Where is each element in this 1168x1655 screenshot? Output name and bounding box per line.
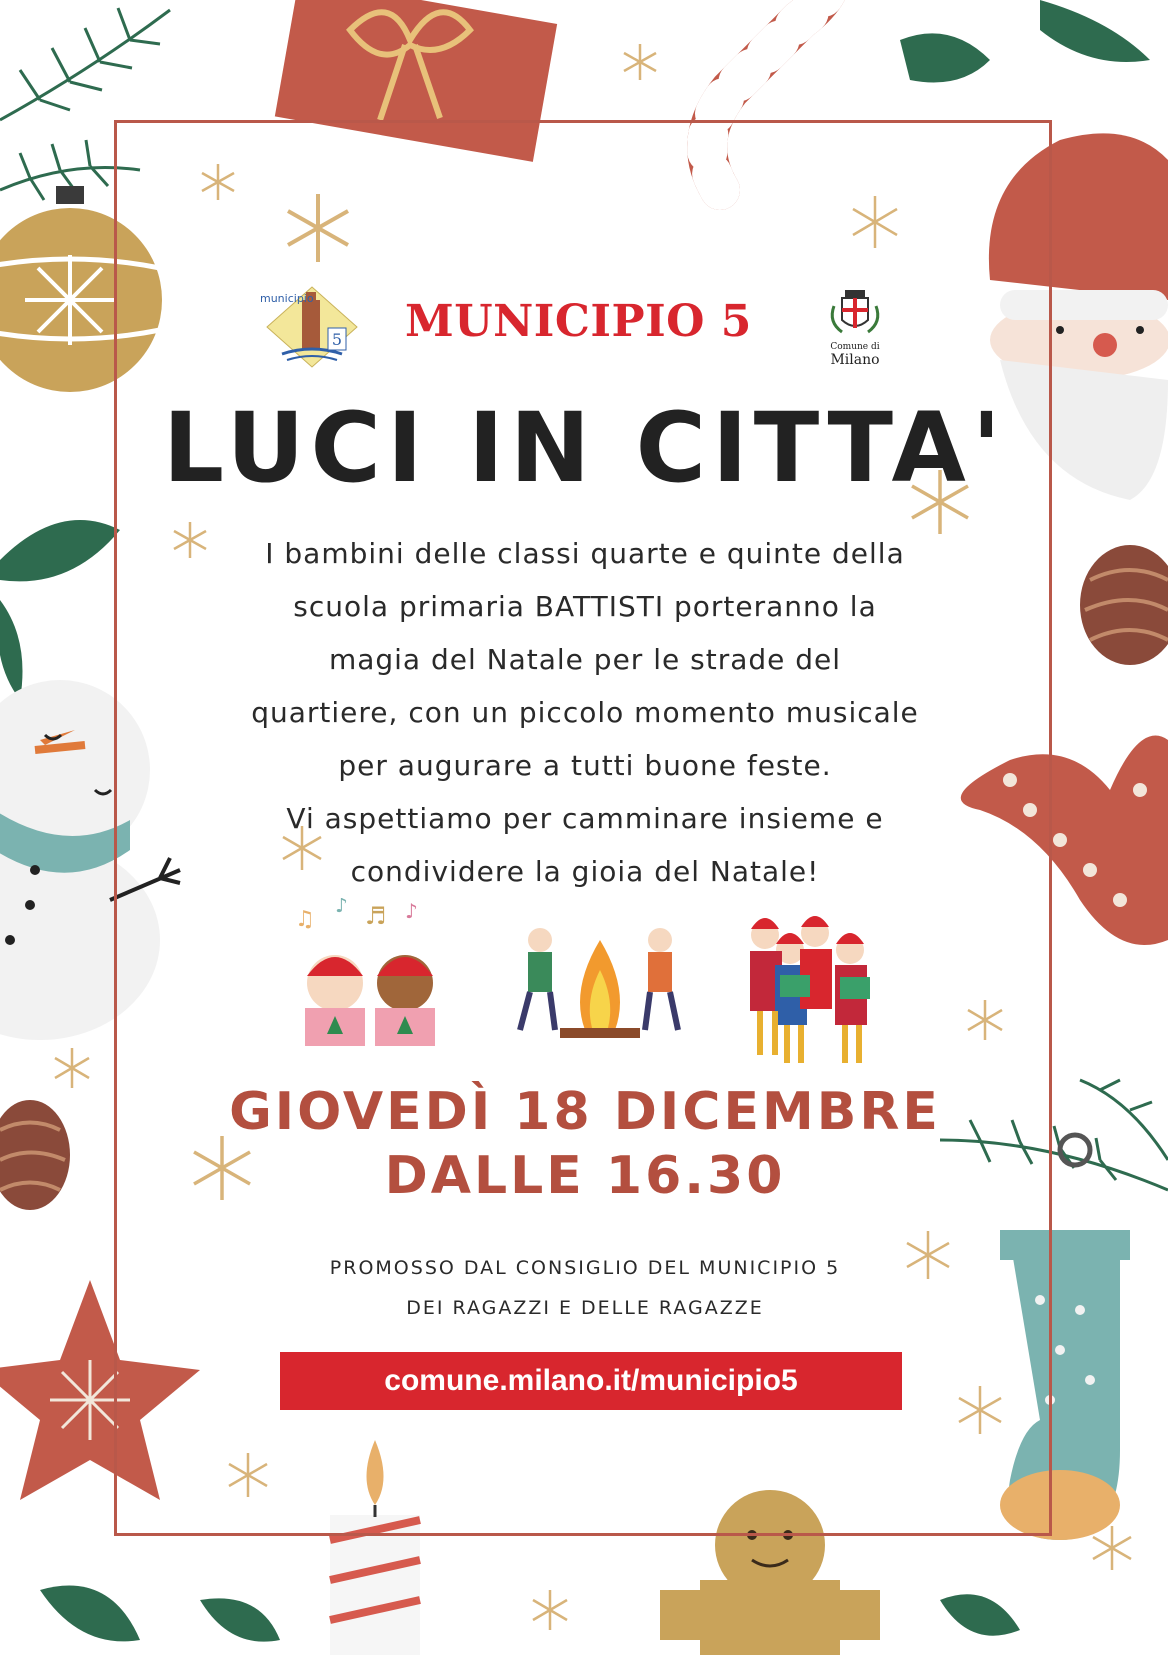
website-link[interactable]: comune.milano.it/municipio5 xyxy=(280,1352,902,1410)
description-line: condividere la gioia del Natale! xyxy=(350,855,820,888)
snowflake-icon xyxy=(55,1048,89,1088)
milano-label: Milano xyxy=(830,352,880,368)
music-note-icon: ♪ xyxy=(335,898,348,917)
coat-of-arms-icon xyxy=(820,286,890,342)
description-line: magia del Natale per le strade del xyxy=(328,643,842,676)
svg-text:5: 5 xyxy=(331,330,343,349)
promoter-line: DEI RAGAZZI E DELLE RAGAZZE xyxy=(406,1297,764,1319)
music-note-icon: ♬ xyxy=(365,902,387,930)
music-note-icon: ♪ xyxy=(405,899,418,923)
snowflake-icon xyxy=(624,44,656,80)
event-date xyxy=(160,1080,1010,1208)
description-line: per augurare a tutti buone feste. xyxy=(338,749,832,782)
promoter-line: PROMOSSO DAL CONSIGLIO DEL MUNICIPIO 5 xyxy=(329,1257,841,1279)
singing-kids-illustration xyxy=(285,898,455,1048)
event-day: GIOVEDÌ 18 DICEMBRE xyxy=(229,1082,941,1142)
carol-singers-illustration xyxy=(735,905,895,1065)
holly-leaf-icon xyxy=(0,520,120,700)
snowflake-icon xyxy=(1093,1526,1131,1570)
description-line: I bambini delle classi quarte e quinte della xyxy=(265,537,905,570)
comune-label: Comune di xyxy=(830,342,880,352)
bonfire-kids-illustration xyxy=(500,910,700,1050)
pinecone-icon xyxy=(0,1100,70,1210)
snowflake-icon xyxy=(533,1590,567,1630)
org-name: MUNICIPIO 5 xyxy=(405,296,752,347)
promoter-text xyxy=(300,1248,870,1328)
music-note-icon: ♫ xyxy=(295,907,315,932)
description-line: Vi aspettiamo per camminare insieme e xyxy=(286,802,884,835)
description-line: quartiere, con un piccolo momento musicale xyxy=(251,696,919,729)
event-description xyxy=(200,527,970,898)
page-title: LUCI IN CITTA' xyxy=(162,392,1008,504)
event-time: DALLE 16.30 xyxy=(384,1146,786,1206)
municipio-5-logo xyxy=(262,282,372,372)
pinecone-icon xyxy=(1080,545,1168,665)
holly-leaf-icon xyxy=(900,0,1150,83)
logo-word: municipio xyxy=(260,292,314,305)
description-line: scuola primaria BATTISTI porteranno la xyxy=(293,590,877,623)
comune-milano-logo xyxy=(820,286,890,376)
